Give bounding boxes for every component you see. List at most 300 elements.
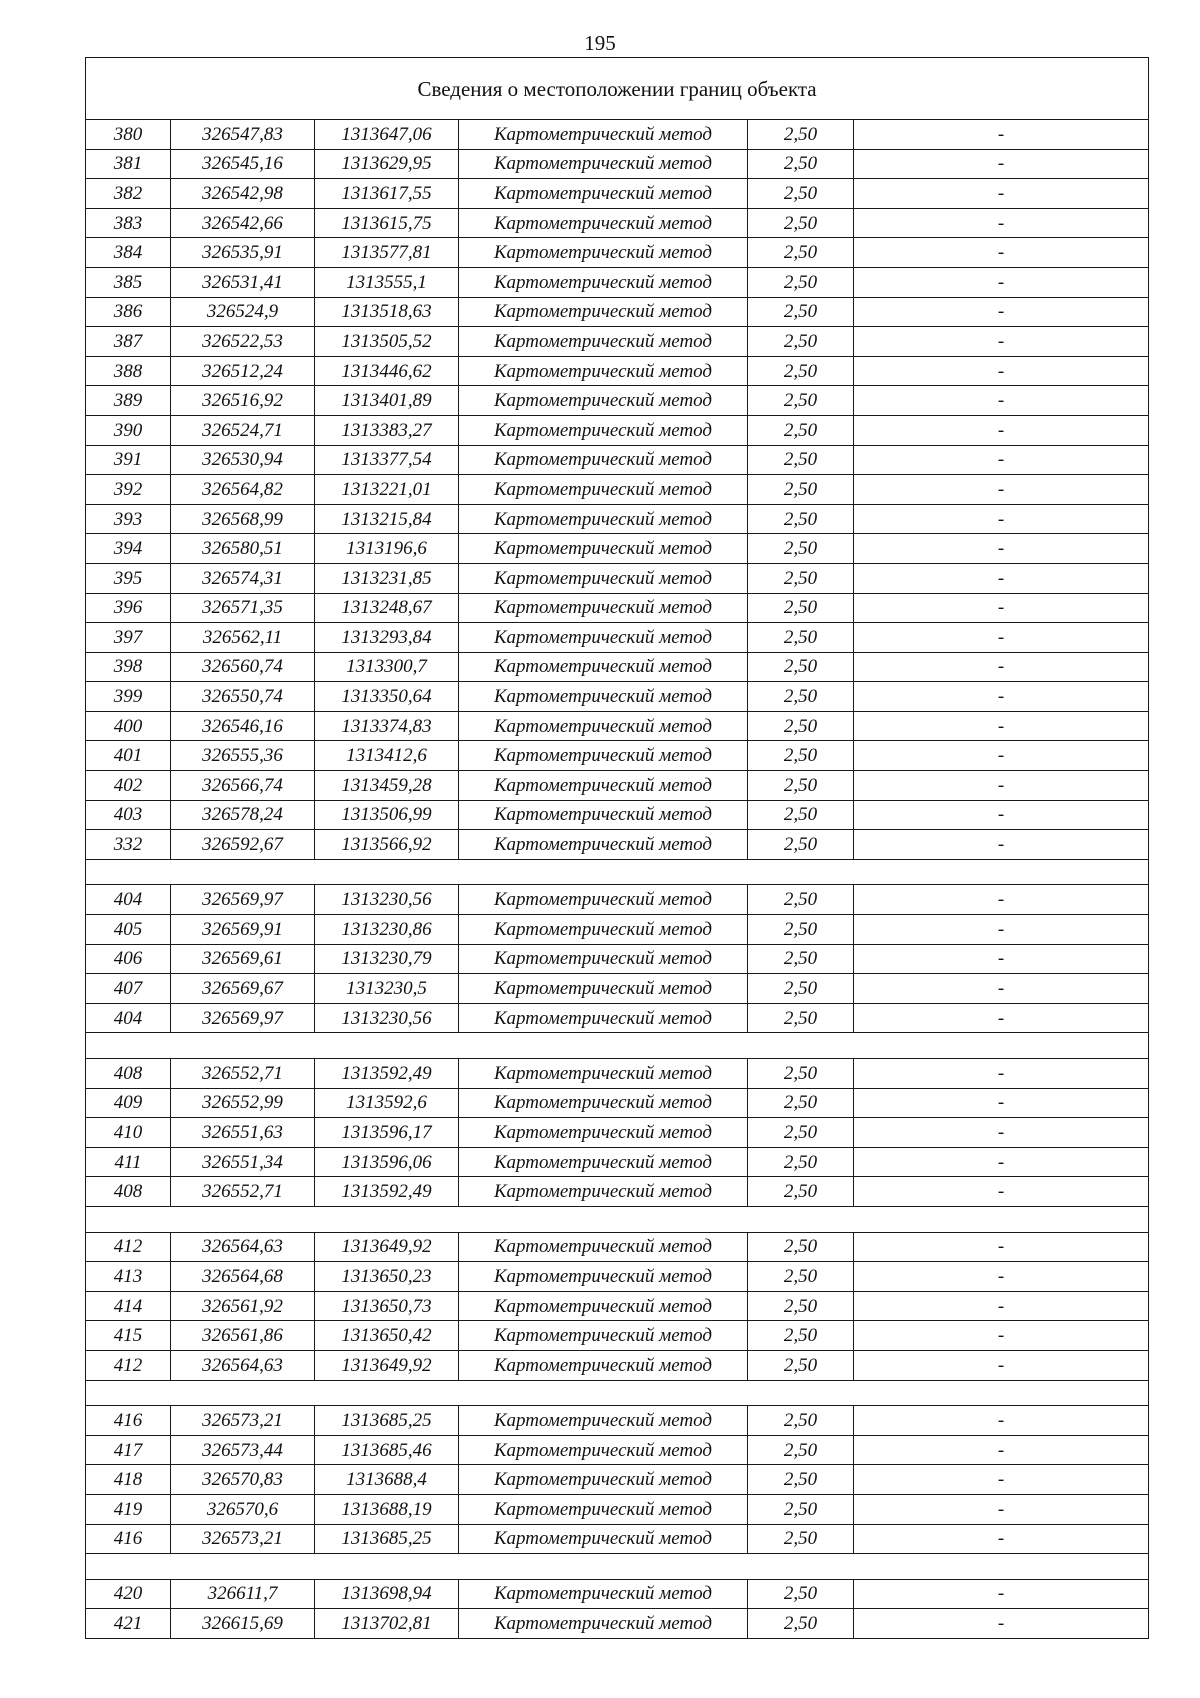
table-row [86,1003,1149,1033]
accuracy-cell: 2,50 [748,830,854,860]
coordinate-x-cell: 326531,41 [171,267,315,297]
coordinate-y-cell: 1313649,92 [315,1350,459,1380]
table-row [86,652,1149,682]
accuracy-cell: 2,50 [748,327,854,357]
description-cell: - [854,475,1149,505]
coordinate-y-cell: 1313592,49 [315,1177,459,1207]
coordinate-y-cell: 1313350,64 [315,682,459,712]
boundary-table-container [85,57,1148,1639]
table-row [86,297,1149,327]
method-cell: Картометрический метод [459,593,748,623]
coordinate-x-cell: 326551,63 [171,1118,315,1148]
point-number-cell: 394 [86,534,171,564]
coordinate-x-cell: 326570,83 [171,1465,315,1495]
method-cell: Картометрический метод [459,944,748,974]
method-cell: Картометрический метод [459,504,748,534]
coordinate-x-cell: 326545,16 [171,149,315,179]
table-row [86,593,1149,623]
method-cell: Картометрический метод [459,267,748,297]
point-number-cell: 396 [86,593,171,623]
point-number-cell: 408 [86,1177,171,1207]
coordinate-y-cell: 1313685,46 [315,1435,459,1465]
point-number-cell: 381 [86,149,171,179]
description-cell: - [854,944,1149,974]
method-cell: Картометрический метод [459,238,748,268]
point-number-cell: 404 [86,1003,171,1033]
accuracy-cell: 2,50 [748,1147,854,1177]
point-number-cell: 390 [86,415,171,445]
coordinate-y-cell: 1313702,81 [315,1609,459,1639]
description-cell: - [854,1524,1149,1554]
method-cell: Картометрический метод [459,475,748,505]
accuracy-cell: 2,50 [748,445,854,475]
accuracy-cell: 2,50 [748,149,854,179]
table-row [86,534,1149,564]
coordinate-x-cell: 326555,36 [171,741,315,771]
coordinate-x-cell: 326564,68 [171,1262,315,1292]
coordinate-x-cell: 326564,63 [171,1350,315,1380]
method-cell: Картометрический метод [459,1435,748,1465]
point-number-cell: 380 [86,120,171,150]
coordinate-x-cell: 326524,9 [171,297,315,327]
accuracy-cell: 2,50 [748,386,854,416]
point-number-cell: 388 [86,356,171,386]
point-number-cell: 393 [86,504,171,534]
description-cell: - [854,238,1149,268]
coordinate-y-cell: 1313649,92 [315,1232,459,1262]
coordinate-x-cell: 326564,63 [171,1232,315,1262]
contour-separator-cell [86,1206,1149,1232]
accuracy-cell: 2,50 [748,356,854,386]
method-cell: Картометрический метод [459,915,748,945]
coordinate-y-cell: 1313650,42 [315,1321,459,1351]
table-row [86,944,1149,974]
method-cell: Картометрический метод [459,1003,748,1033]
coordinate-y-cell: 1313505,52 [315,327,459,357]
description-cell: - [854,356,1149,386]
point-number-cell: 421 [86,1609,171,1639]
accuracy-cell: 2,50 [748,885,854,915]
method-cell: Картометрический метод [459,1262,748,1292]
description-cell: - [854,623,1149,653]
coordinate-y-cell: 1313615,75 [315,208,459,238]
method-cell: Картометрический метод [459,1350,748,1380]
coordinate-y-cell: 1313293,84 [315,623,459,653]
coordinate-x-cell: 326569,61 [171,944,315,974]
coordinate-y-cell: 1313374,83 [315,711,459,741]
table-title: Сведения о местоположении границ объекта [86,58,1149,120]
accuracy-cell: 2,50 [748,1321,854,1351]
coordinate-y-cell: 1313577,81 [315,238,459,268]
coordinate-x-cell: 326573,21 [171,1406,315,1436]
method-cell: Картометрический метод [459,800,748,830]
contour-separator-row [86,1206,1149,1232]
description-cell: - [854,120,1149,150]
description-cell: - [854,297,1149,327]
coordinate-y-cell: 1313592,6 [315,1088,459,1118]
coordinate-y-cell: 1313230,5 [315,974,459,1004]
method-cell: Картометрический метод [459,1524,748,1554]
description-cell: - [854,741,1149,771]
table-row [86,415,1149,445]
description-cell: - [854,711,1149,741]
method-cell: Картометрический метод [459,179,748,209]
table-row [86,238,1149,268]
method-cell: Картометрический метод [459,830,748,860]
coordinate-y-cell: 1313685,25 [315,1524,459,1554]
point-number-cell: 418 [86,1465,171,1495]
coordinate-y-cell: 1313300,7 [315,652,459,682]
method-cell: Картометрический метод [459,327,748,357]
coordinate-x-cell: 326569,97 [171,1003,315,1033]
point-number-cell: 392 [86,475,171,505]
coordinate-y-cell: 1313231,85 [315,563,459,593]
accuracy-cell: 2,50 [748,475,854,505]
point-number-cell: 416 [86,1524,171,1554]
contour-separator-row [86,1033,1149,1059]
coordinate-x-cell: 326562,11 [171,623,315,653]
coordinate-x-cell: 326535,91 [171,238,315,268]
accuracy-cell: 2,50 [748,944,854,974]
coordinate-x-cell: 326522,53 [171,327,315,357]
accuracy-cell: 2,50 [748,563,854,593]
accuracy-cell: 2,50 [748,1435,854,1465]
accuracy-cell: 2,50 [748,800,854,830]
table-title-row [86,58,1149,120]
table-row [86,771,1149,801]
coordinate-x-cell: 326542,66 [171,208,315,238]
coordinate-x-cell: 326516,92 [171,386,315,416]
table-row [86,974,1149,1004]
method-cell: Картометрический метод [459,885,748,915]
point-number-cell: 408 [86,1059,171,1089]
point-number-cell: 413 [86,1262,171,1292]
page-number: 195 [584,31,616,55]
table-row [86,800,1149,830]
method-cell: Картометрический метод [459,1147,748,1177]
coordinate-y-cell: 1313412,6 [315,741,459,771]
accuracy-cell: 2,50 [748,534,854,564]
accuracy-cell: 2,50 [748,771,854,801]
point-number-cell: 409 [86,1088,171,1118]
description-cell: - [854,1291,1149,1321]
coordinate-y-cell: 1313596,17 [315,1118,459,1148]
method-cell: Картометрический метод [459,1465,748,1495]
coordinate-y-cell: 1313230,79 [315,944,459,974]
coordinate-x-cell: 326561,92 [171,1291,315,1321]
table-row [86,711,1149,741]
table-row [86,1579,1149,1609]
method-cell: Картометрический метод [459,120,748,150]
table-row [86,915,1149,945]
method-cell: Картометрический метод [459,623,748,653]
coordinate-y-cell: 1313685,25 [315,1406,459,1436]
point-number-cell: 398 [86,652,171,682]
table-row [86,1291,1149,1321]
coordinate-y-cell: 1313230,86 [315,915,459,945]
table-row [86,1406,1149,1436]
method-cell: Картометрический метод [459,771,748,801]
method-cell: Картометрический метод [459,1579,748,1609]
accuracy-cell: 2,50 [748,1118,854,1148]
accuracy-cell: 2,50 [748,1232,854,1262]
point-number-cell: 386 [86,297,171,327]
coordinate-y-cell: 1313383,27 [315,415,459,445]
description-cell: - [854,1465,1149,1495]
accuracy-cell: 2,50 [748,1291,854,1321]
point-number-cell: 395 [86,563,171,593]
method-cell: Картометрический метод [459,974,748,1004]
description-cell: - [854,179,1149,209]
accuracy-cell: 2,50 [748,1609,854,1639]
table-row [86,504,1149,534]
method-cell: Картометрический метод [459,534,748,564]
table-row [86,267,1149,297]
description-cell: - [854,1088,1149,1118]
description-cell: - [854,915,1149,945]
table-row [86,208,1149,238]
coordinate-y-cell: 1313446,62 [315,356,459,386]
description-cell: - [854,415,1149,445]
description-cell: - [854,386,1149,416]
coordinate-y-cell: 1313650,23 [315,1262,459,1292]
contour-separator-row [86,859,1149,885]
coordinate-x-cell: 326546,16 [171,711,315,741]
description-cell: - [854,885,1149,915]
point-number-cell: 332 [86,830,171,860]
description-cell: - [854,1147,1149,1177]
contour-separator-row [86,1554,1149,1580]
point-number-cell: 420 [86,1579,171,1609]
table-row [86,149,1149,179]
description-cell: - [854,208,1149,238]
point-number-cell: 397 [86,623,171,653]
description-cell: - [854,800,1149,830]
point-number-cell: 412 [86,1350,171,1380]
method-cell: Картометрический метод [459,711,748,741]
description-cell: - [854,267,1149,297]
accuracy-cell: 2,50 [748,1579,854,1609]
table-row [86,1088,1149,1118]
description-cell: - [854,445,1149,475]
point-number-cell: 410 [86,1118,171,1148]
coordinate-x-cell: 326552,71 [171,1177,315,1207]
coordinate-y-cell: 1313196,6 [315,534,459,564]
point-number-cell: 406 [86,944,171,974]
accuracy-cell: 2,50 [748,593,854,623]
coordinate-x-cell: 326568,99 [171,504,315,534]
coordinate-y-cell: 1313230,56 [315,1003,459,1033]
accuracy-cell: 2,50 [748,741,854,771]
accuracy-cell: 2,50 [748,504,854,534]
point-number-cell: 417 [86,1435,171,1465]
table-row [86,1321,1149,1351]
coordinate-x-cell: 326564,82 [171,475,315,505]
method-cell: Картометрический метод [459,563,748,593]
method-cell: Картометрический метод [459,1291,748,1321]
accuracy-cell: 2,50 [748,1003,854,1033]
table-row [86,1177,1149,1207]
contour-separator-cell [86,1554,1149,1580]
point-number-cell: 405 [86,915,171,945]
coordinate-x-cell: 326530,94 [171,445,315,475]
description-cell: - [854,1003,1149,1033]
method-cell: Картометрический метод [459,208,748,238]
coordinate-x-cell: 326552,71 [171,1059,315,1089]
accuracy-cell: 2,50 [748,1177,854,1207]
description-cell: - [854,974,1149,1004]
method-cell: Картометрический метод [459,297,748,327]
description-cell: - [854,327,1149,357]
coordinate-x-cell: 326524,71 [171,415,315,445]
table-row [86,120,1149,150]
point-number-cell: 387 [86,327,171,357]
description-cell: - [854,1059,1149,1089]
table-row [86,1435,1149,1465]
accuracy-cell: 2,50 [748,297,854,327]
table-row [86,1059,1149,1089]
method-cell: Картометрический метод [459,1059,748,1089]
table-row [86,445,1149,475]
table-row [86,356,1149,386]
point-number-cell: 411 [86,1147,171,1177]
table-row [86,1494,1149,1524]
accuracy-cell: 2,50 [748,623,854,653]
coordinate-x-cell: 326573,21 [171,1524,315,1554]
point-number-cell: 383 [86,208,171,238]
accuracy-cell: 2,50 [748,208,854,238]
method-cell: Картометрический метод [459,356,748,386]
coordinate-x-cell: 326578,24 [171,800,315,830]
description-cell: - [854,1579,1149,1609]
coordinate-x-cell: 326552,99 [171,1088,315,1118]
method-cell: Картометрический метод [459,445,748,475]
description-cell: - [854,1435,1149,1465]
table-row [86,563,1149,593]
table-row [86,327,1149,357]
method-cell: Картометрический метод [459,741,748,771]
coordinate-x-cell: 326574,31 [171,563,315,593]
accuracy-cell: 2,50 [748,120,854,150]
coordinate-x-cell: 326512,24 [171,356,315,386]
accuracy-cell: 2,50 [748,1465,854,1495]
description-cell: - [854,593,1149,623]
accuracy-cell: 2,50 [748,1350,854,1380]
table-row [86,682,1149,712]
coordinate-y-cell: 1313650,73 [315,1291,459,1321]
description-cell: - [854,1118,1149,1148]
description-cell: - [854,1609,1149,1639]
table-row [86,1118,1149,1148]
coordinate-x-cell: 326592,67 [171,830,315,860]
coordinate-x-cell: 326569,67 [171,974,315,1004]
coordinate-y-cell: 1313629,95 [315,149,459,179]
description-cell: - [854,771,1149,801]
description-cell: - [854,1350,1149,1380]
table-row [86,1262,1149,1292]
point-number-cell: 414 [86,1291,171,1321]
point-number-cell: 385 [86,267,171,297]
description-cell: - [854,682,1149,712]
contour-separator-cell [86,859,1149,885]
description-cell: - [854,830,1149,860]
description-cell: - [854,1262,1149,1292]
accuracy-cell: 2,50 [748,415,854,445]
method-cell: Картометрический метод [459,1494,748,1524]
boundary-coordinates-table [85,57,1149,1639]
table-row [86,386,1149,416]
method-cell: Картометрический метод [459,149,748,179]
description-cell: - [854,1177,1149,1207]
point-number-cell: 389 [86,386,171,416]
coordinate-y-cell: 1313215,84 [315,504,459,534]
table-row [86,830,1149,860]
accuracy-cell: 2,50 [748,915,854,945]
description-cell: - [854,1232,1149,1262]
point-number-cell: 400 [86,711,171,741]
table-row [86,1350,1149,1380]
accuracy-cell: 2,50 [748,974,854,1004]
coordinate-y-cell: 1313230,56 [315,885,459,915]
point-number-cell: 415 [86,1321,171,1351]
coordinate-x-cell: 326547,83 [171,120,315,150]
point-number-cell: 419 [86,1494,171,1524]
description-cell: - [854,652,1149,682]
accuracy-cell: 2,50 [748,1088,854,1118]
point-number-cell: 391 [86,445,171,475]
point-number-cell: 384 [86,238,171,268]
accuracy-cell: 2,50 [748,652,854,682]
coordinate-y-cell: 1313596,06 [315,1147,459,1177]
method-cell: Картометрический метод [459,1406,748,1436]
coordinate-x-cell: 326569,97 [171,885,315,915]
description-cell: - [854,1494,1149,1524]
point-number-cell: 401 [86,741,171,771]
coordinate-y-cell: 1313377,54 [315,445,459,475]
coordinate-y-cell: 1313555,1 [315,267,459,297]
coordinate-x-cell: 326542,98 [171,179,315,209]
table-row [86,179,1149,209]
point-number-cell: 407 [86,974,171,1004]
accuracy-cell: 2,50 [748,179,854,209]
method-cell: Картометрический метод [459,1088,748,1118]
coordinate-y-cell: 1313518,63 [315,297,459,327]
method-cell: Картометрический метод [459,682,748,712]
contour-separator-cell [86,1380,1149,1406]
table-row [86,1232,1149,1262]
point-number-cell: 403 [86,800,171,830]
table-row [86,475,1149,505]
coordinate-x-cell: 326570,6 [171,1494,315,1524]
coordinate-x-cell: 326566,74 [171,771,315,801]
accuracy-cell: 2,50 [748,1494,854,1524]
table-body [86,58,1149,1639]
coordinate-y-cell: 1313401,89 [315,386,459,416]
coordinate-y-cell: 1313698,94 [315,1579,459,1609]
table-row [86,1524,1149,1554]
point-number-cell: 399 [86,682,171,712]
table-row [86,885,1149,915]
method-cell: Картометрический метод [459,415,748,445]
method-cell: Картометрический метод [459,1118,748,1148]
coordinate-x-cell: 326551,34 [171,1147,315,1177]
contour-separator-cell [86,1033,1149,1059]
coordinate-y-cell: 1313506,99 [315,800,459,830]
table-row [86,741,1149,771]
coordinate-y-cell: 1313647,06 [315,120,459,150]
coordinate-y-cell: 1313459,28 [315,771,459,801]
coordinate-y-cell: 1313221,01 [315,475,459,505]
